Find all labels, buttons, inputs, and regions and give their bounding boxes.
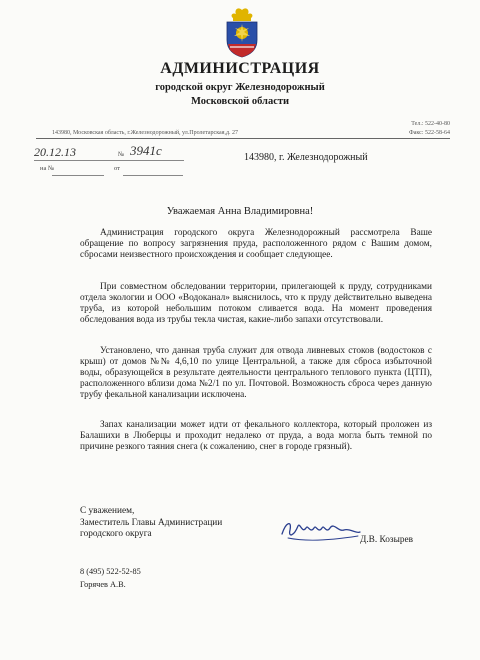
- body-paragraph-4: Запах канализации может идти от фекального коллектора, который проложен из Балашихи в Люберцы и проходит недалеко от пруда, а вода могла быть темной по причине резкого таяния снега (к сожалению, снег в городе грязный).: [80, 420, 432, 452]
- body-paragraph-1: Администрация городского округа Железнодорожный рассмотрела Ваше обращение по вопросу загрязнения пруда, расположенного рядом с Вашим домом, сбросами неизвестного происхождения и сообщает следующее.: [80, 228, 432, 260]
- signer-position: Заместитель Главы Администрации: [80, 517, 223, 528]
- organization-title: АДМИНИСТРАЦИЯ: [160, 60, 320, 77]
- organization-subtitle-region: Московской области: [190, 96, 290, 107]
- body-paragraph-2: При совместном обследовании территории, прилегающей к пруду, сотрудниками отдела экологии и ООО «Водоканал» выяснилось, что к пруду действительно выведена труба, из которой небольшим потоком сливается вода. На момент проведения обследования вода из трубы текла чистая, какие-либо запахи отсутствовали.: [80, 282, 432, 325]
- reference-number-label: на №: [40, 165, 55, 172]
- contact-phone: 8 (495) 522-52-85: [80, 567, 141, 576]
- registration-number-label: №: [118, 151, 125, 158]
- reference-number-underline: [52, 175, 104, 176]
- reference-date-label: от: [114, 165, 121, 172]
- organization-address: 143980, Московская область, г.Железнодорожный, ул.Пролетарская,д. 27: [52, 130, 239, 136]
- signer-name: Д.В. Козырев: [360, 535, 413, 545]
- coat-of-arms-icon: [224, 6, 260, 58]
- reference-date-underline: [123, 175, 183, 176]
- handwritten-signature-icon: [278, 512, 362, 546]
- closing-regards: С уважением,: [80, 506, 135, 516]
- body-paragraph-3: Установлено, что данная труба служит для отвода ливневых стоков (водостоков с крыш) от домов №№ 4,6,10 по улице Центральной, а также для сброса избыточной воды, образующейся в результате деятельности центрального теплового пункта (ЦТП), расположенного вблизи дома №2/1 по ул. Почтовой. Возможность сброса через данную трубу фекальной канализации исключена.: [80, 346, 432, 400]
- registration-underline: [34, 160, 184, 161]
- registration-date: 20.12.13: [34, 145, 76, 159]
- closing-block: [80, 506, 222, 541]
- signer-position-continued: городского округа: [80, 529, 152, 539]
- contact-person: Горячев А.В.: [80, 580, 126, 589]
- salutation: Уважаемая Анна Владимировна!: [166, 206, 314, 217]
- registration-number: 3941с: [130, 143, 162, 158]
- header-divider: [36, 138, 450, 139]
- organization-subtitle-district: городской округ Железнодорожный: [155, 82, 325, 93]
- telephone-number: Тел.: 522-40-80: [411, 121, 450, 127]
- recipient-address: 143980, г. Железнодорожный: [244, 152, 368, 163]
- fax-number: Факс: 522-58-64: [409, 130, 450, 136]
